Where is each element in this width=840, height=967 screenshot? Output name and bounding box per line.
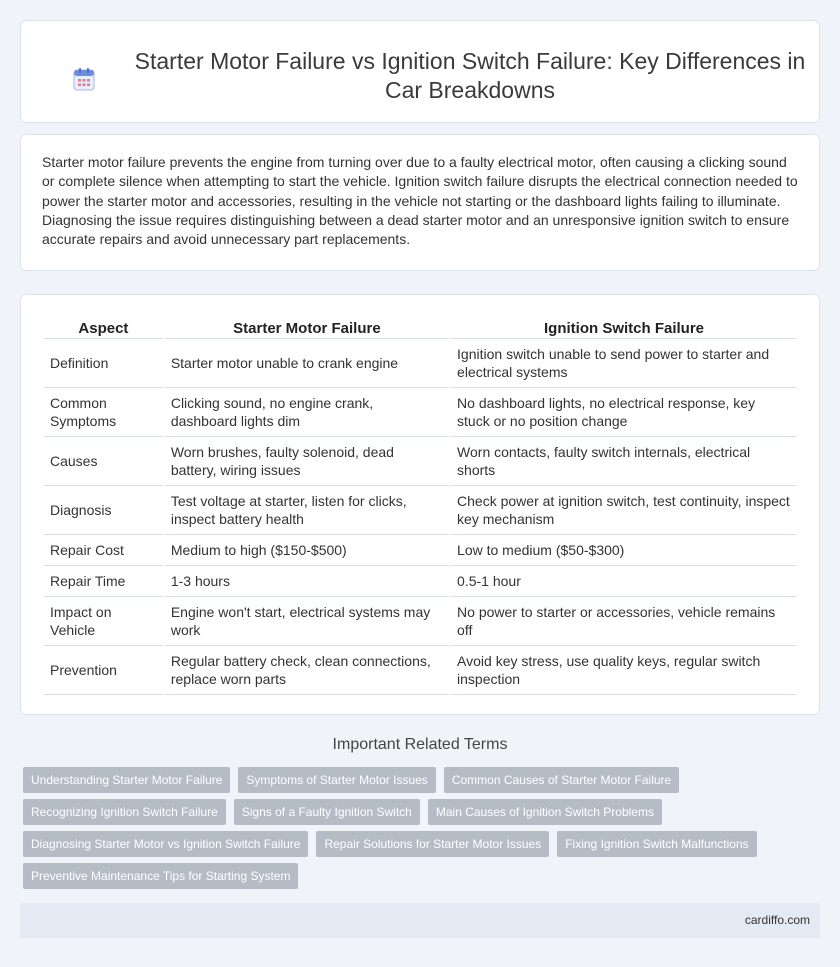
footer-site-link[interactable]: cardiffo.com [744,913,810,927]
comparison-table-card [20,294,820,715]
table-row [44,566,797,597]
related-term-link[interactable]: Recognizing Ignition Switch Failure [23,799,226,825]
cell-aspect: Causes [44,437,163,486]
cell-ignition: Check power at ignition switch, test continuity, inspect key mechanism [451,486,797,535]
table-row [44,535,797,566]
cell-aspect: Prevention [44,646,163,695]
cell-aspect: Common Symptoms [44,388,163,437]
header-aspect: Aspect [44,312,163,339]
cell-starter: Medium to high ($150-$500) [165,535,449,566]
cell-starter: Worn brushes, faulty solenoid, dead battery, wiring issues [165,437,449,486]
cell-aspect: Definition [44,339,163,388]
related-term-link[interactable]: Common Causes of Starter Motor Failure [444,767,679,793]
related-terms-title: Important Related Terms [332,736,508,753]
cell-aspect: Repair Cost [44,535,163,566]
footer [20,903,820,938]
cell-ignition: No power to starter or accessories, vehicle remains off [451,597,797,646]
related-term-link[interactable]: Main Causes of Ignition Switch Problems [428,799,662,825]
related-term-link[interactable]: Signs of a Faulty Ignition Switch [234,799,420,825]
related-term-link[interactable]: Preventive Maintenance Tips for Starting System [23,863,298,889]
cell-starter: Starter motor unable to crank engine [165,339,449,388]
table-row [44,597,797,646]
cell-ignition: No dashboard lights, no electrical response, key stuck or no position change [451,388,797,437]
page-title: Starter Motor Failure vs Ignition Switch Failure: Key Differences in Car Breakdowns [134,48,806,103]
cell-ignition: Worn contacts, faulty switch internals, electrical shorts [451,437,797,486]
cell-starter: Clicking sound, no engine crank, dashboard lights dim [165,388,449,437]
header-starter-motor: Starter Motor Failure [165,312,449,339]
cell-ignition: 0.5-1 hour [451,566,797,597]
table-row [44,646,797,695]
header-ignition-switch: Ignition Switch Failure [451,312,797,339]
cell-starter: 1-3 hours [165,566,449,597]
cell-ignition: Ignition switch unable to send power to starter and electrical systems [451,339,797,388]
related-terms-list [23,767,803,895]
cell-aspect: Impact on Vehicle [44,597,163,646]
table-row [44,388,797,437]
table-row [44,437,797,486]
related-term-link[interactable]: Repair Solutions for Starter Motor Issues [316,831,549,857]
table-row [44,339,797,388]
title-card [20,20,820,123]
intro-card [20,134,820,271]
cell-starter: Test voltage at starter, listen for clicks, inspect battery health [165,486,449,535]
cell-starter: Engine won't start, electrical systems may work [165,597,449,646]
related-term-link[interactable]: Fixing Ignition Switch Malfunctions [557,831,756,857]
cell-aspect: Diagnosis [44,486,163,535]
cell-ignition: Avoid key stress, use quality keys, regular switch inspection [451,646,797,695]
related-term-link[interactable]: Diagnosing Starter Motor vs Ignition Switch Failure [23,831,308,857]
cell-starter: Regular battery check, clean connections, replace worn parts [165,646,449,695]
table-header-row [44,312,797,339]
cell-ignition: Low to medium ($50-$300) [451,535,797,566]
related-term-link[interactable]: Symptoms of Starter Motor Issues [238,767,435,793]
comparison-table [42,312,799,695]
cell-aspect: Repair Time [44,566,163,597]
related-term-link[interactable]: Understanding Starter Motor Failure [23,767,230,793]
table-row [44,486,797,535]
intro-paragraph: Starter motor failure prevents the engine from turning over due to a faulty electrical motor, often causing a clicking sound or complete silence when attempting to start the vehicle. Ignition switch failure disrupts the electrical connection needed to power the starter motor and accessories, resulting in the vehicle not starting or the dashboard lights failing to illuminate. Diagnosing the issue requires distinguishing between a dead starter motor and an unresponsive ignition switch to ensure accurate repairs and avoid unnecessary part replacements. [42,154,798,248]
